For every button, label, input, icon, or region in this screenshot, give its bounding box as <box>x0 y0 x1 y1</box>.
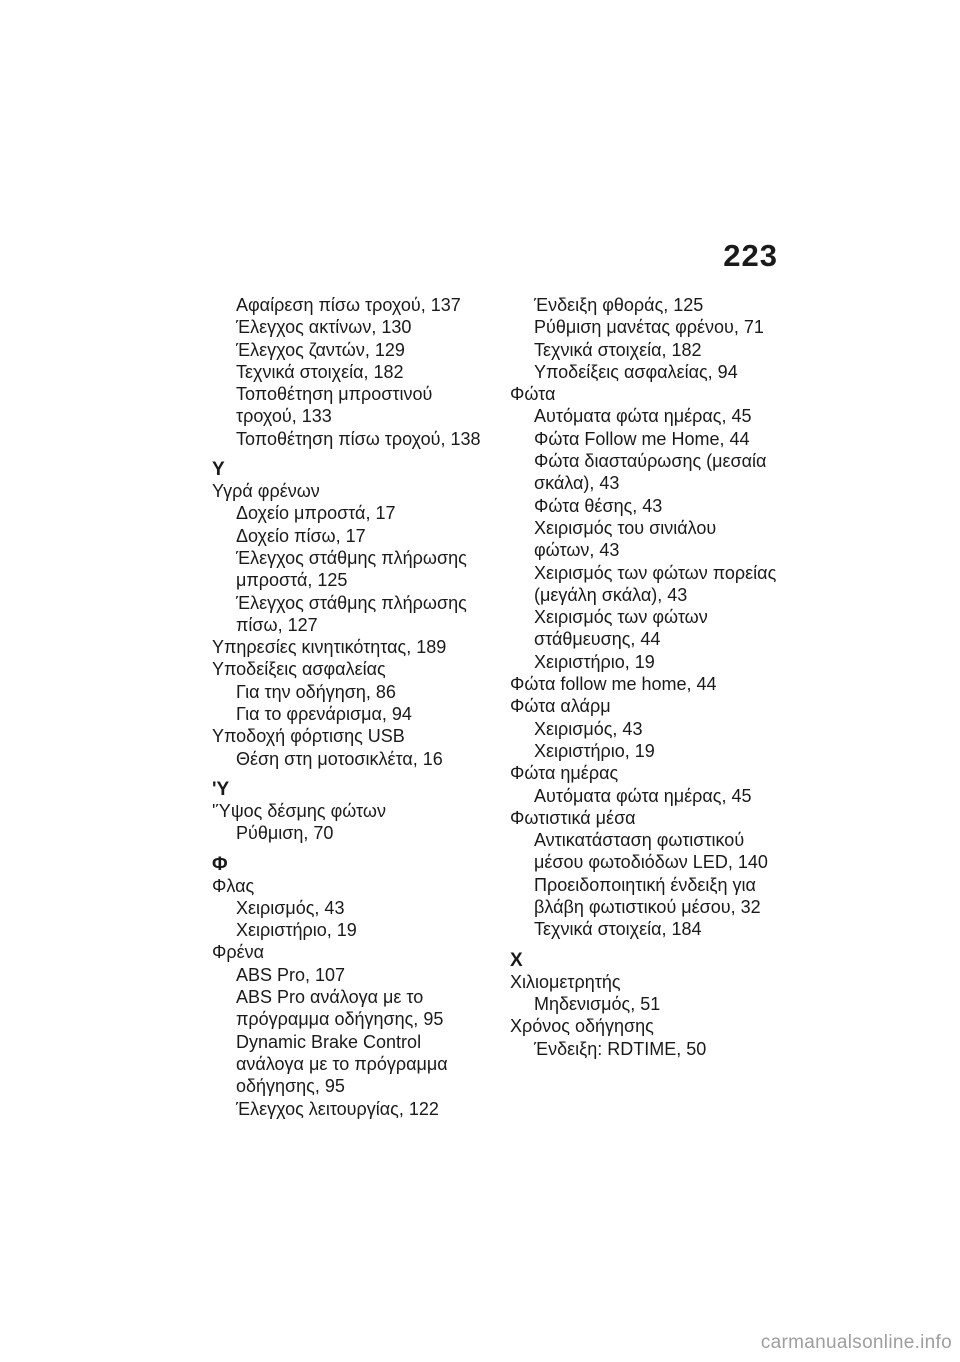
index-subentry: Αυτόματα φώτα ημέρας, 45 <box>534 785 752 806</box>
index-subentry: Ρύθμιση μανέτας φρένου, 71 <box>534 317 764 338</box>
index-entry: Φώτα <box>510 384 556 405</box>
index-subentry: Για το φρενάρισμα, 94 <box>236 704 412 725</box>
index-subentry: Χειρισμός των φώτων πορείας <box>534 562 777 583</box>
index-subentry: Φώτα διασταύρωσης (μεσαία <box>534 451 767 472</box>
index-subentry: Θέση στη μοτοσικλέτα, 16 <box>236 748 443 769</box>
index-subentry: Τεχνικά στοιχεία, 184 <box>534 919 702 940</box>
index-subentry: ABS Pro ανάλογα με το <box>236 987 424 1008</box>
index-subentry: Χειριστήριο, 19 <box>534 740 655 761</box>
index-letter-heading: Υ <box>212 459 225 481</box>
index-subentry: Τεχνικά στοιχεία, 182 <box>534 339 702 360</box>
index-subentry: Χειρισμός, 43 <box>534 718 643 739</box>
index-subentry: Έλεγχος στάθμης πλήρωσης <box>236 547 467 568</box>
index-entry: Φρένα <box>212 942 265 963</box>
index-entry: Υπηρεσίες κινητικότητας, 189 <box>212 637 447 658</box>
index-subentry: Χειριστήριο, 19 <box>534 651 655 672</box>
index-column-right <box>510 294 800 1060</box>
index-subentry: Ένδειξη φθοράς, 125 <box>534 295 704 315</box>
index-entry: Φώτα follow me home, 44 <box>510 674 717 695</box>
index-subentry: Έλεγχος ζαντών, 129 <box>236 339 405 360</box>
index-subentry: Τεχνικά στοιχεία, 182 <box>236 361 404 382</box>
watermark-text: carmanualsonline.info <box>760 1332 952 1353</box>
index-subentry: Τοποθέτηση πίσω τροχού, 138 <box>236 428 481 449</box>
index-letter-heading: 'Y <box>212 778 230 800</box>
index-entry: Υγρά φρένων <box>212 481 320 502</box>
index-subentry: Έλεγχος λειτουργίας, 122 <box>236 1098 439 1119</box>
index-subentry: (μεγάλη σκάλα), 43 <box>534 584 688 605</box>
index-subentry: Δοχείο μπροστά, 17 <box>236 503 396 524</box>
index-subentry: Δοχείο πίσω, 17 <box>236 525 366 546</box>
index-subentry: Αφαίρεση πίσω τροχού, 137 <box>236 295 461 315</box>
index-subentry: μπροστά, 125 <box>236 570 348 591</box>
index-entry: Χιλιομετρητής <box>510 971 621 992</box>
index-subentry: ανάλογα με το πρόγραμμα <box>236 1053 448 1074</box>
index-letter-heading: Χ <box>510 949 523 971</box>
index-subentry: Έλεγχος ακτίνων, 130 <box>236 317 412 338</box>
index-subentry: μέσου φωτοδιόδων LED, 140 <box>534 852 768 873</box>
index-column-left <box>212 294 492 1120</box>
index-subentry: Αυτόματα φώτα ημέρας, 45 <box>534 406 752 427</box>
index-entry: Φωτιστικά μέσα <box>510 807 636 828</box>
index-subentry: Φώτα Follow me Home, 44 <box>534 428 750 449</box>
index-subentry: Φώτα θέσης, 43 <box>534 495 663 516</box>
index-letter-heading: Φ <box>212 853 228 875</box>
index-entry: Υποδοχή φόρτισης USB <box>212 726 405 747</box>
index-subentry: Χειρισμός του σινιάλου <box>534 517 717 538</box>
index-subentry: Χειρισμός, 43 <box>236 897 345 918</box>
index-entry: Φώτα ημέρας <box>510 763 619 784</box>
index-subentry: ABS Pro, 107 <box>236 964 346 985</box>
index-subentry: Ρύθμιση, 70 <box>236 823 334 844</box>
page-number: 223 <box>723 238 778 273</box>
index-subentry: Προειδοποιητική ένδειξη για <box>534 874 756 895</box>
index-subentry: Τοποθέτηση μπροστινού <box>236 384 433 405</box>
index-subentry: πρόγραμμα οδήγησης, 95 <box>236 1009 444 1030</box>
index-entry: Φλας <box>212 875 255 896</box>
index-subentry: πίσω, 127 <box>236 614 318 635</box>
index-subentry: Έλεγχος στάθμης πλήρωσης <box>236 592 467 613</box>
index-subentry: φώτων, 43 <box>534 540 620 561</box>
index-subentry: Μηδενισμός, 51 <box>534 993 661 1014</box>
index-subentry: Ένδειξη: RDTIME, 50 <box>534 1038 707 1059</box>
index-subentry: Αντικατάσταση φωτιστικού <box>534 830 745 851</box>
index-subentry: Υποδείξεις ασφαλείας, 94 <box>534 361 738 382</box>
index-subentry: Χειριστήριο, 19 <box>236 920 357 941</box>
index-subentry: οδήγησης, 95 <box>236 1076 345 1097</box>
index-subentry: βλάβη φωτιστικού μέσου, 32 <box>534 897 761 918</box>
index-subentry: σκάλα), 43 <box>534 473 620 494</box>
index-entry: 'Ύψος δέσμης φώτων <box>212 800 386 821</box>
index-entry: Υποδείξεις ασφαλείας <box>212 659 386 680</box>
index-subentry: Dynamic Brake Control <box>236 1031 422 1052</box>
index-subentry: Για την οδήγηση, 86 <box>236 681 396 702</box>
index-entry: Χρόνος οδήγησης <box>510 1016 654 1037</box>
index-entry: Φώτα αλάρμ <box>510 696 611 717</box>
index-subentry: στάθμευσης, 44 <box>534 629 661 650</box>
index-subentry: τροχού, 133 <box>236 406 332 427</box>
index-subentry: Χειρισμός των φώτων <box>534 607 708 628</box>
